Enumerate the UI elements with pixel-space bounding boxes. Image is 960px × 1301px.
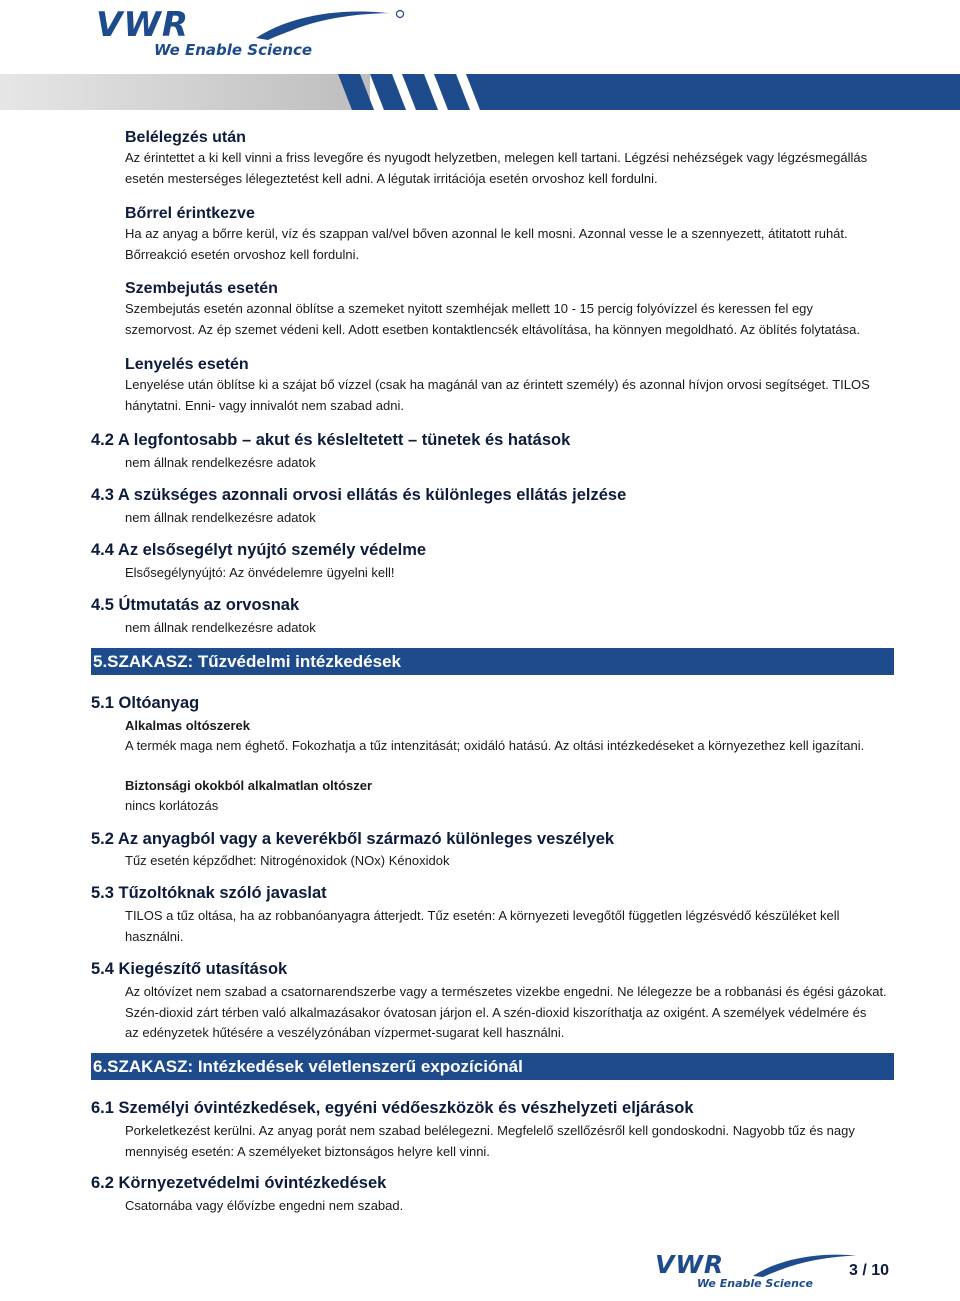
page-header [0,0,960,112]
section-4-4-text: Elsősegélynyújtó: Az önvédelemre ügyelni kell! [125,565,395,580]
ingestion-block [125,355,915,416]
section-5-4-line: Szén-dioxid zárt térben való alkalmazásakor óvatosan járjon el. A szén-dioxid kiszoríthatja az oxigént. A személyek védelmére és [125,1004,867,1020]
section-4-3-title: 4.3 A szükséges azonnali orvosi ellátás és különleges ellátás jelzése [91,486,627,504]
unsuitable-extinguisher-text: nincs korlátozás [125,798,219,813]
section-5-3-block [125,906,915,947]
section-4-2-text: nem állnak rendelkezésre adatok [125,455,316,470]
ingestion-line: Lenyelése után öblítse ki a szájat bő vízzel (csak ha magánál van az érintett személy) és azonnal hívjon orvosi segítséget. TILOS [125,377,870,392]
section-6-1-title: 6.1 Személyi óvintézkedések, egyéni védőeszközök és vészhelyzeti eljárások [91,1099,694,1117]
section-5-2-title: 5.2 Az anyagból vagy a keverékből származó különleges veszélyek [91,830,615,848]
section-4-3-text: nem állnak rendelkezésre adatok [125,510,316,525]
section-6-2-title: 6.2 Környezetvédelmi óvintézkedések [91,1174,387,1192]
section-5-2-text: Tűz esetén képződhet: Nitrogénoxidok (NOx) Kénoxidok [125,853,450,868]
section-5-bar: 5.SZAKASZ: Tűzvédelmi intézkedések [91,648,894,675]
section-4-4-title: 4.4 Az elsősegélyt nyújtó személy védelme [91,541,427,559]
section-6-1-block [125,1121,915,1162]
eye-line: szemorvost. Az ép szemet védeni kell. Adott esetben kontaktlencsék eltávolítása, ha könnyen megoldható. Az öblítés folytatása. [125,321,860,337]
suitable-extinguisher-text: A termék maga nem éghető. Fokozhatja a tűz intenzitását; oxidáló hatású. Az oltási intézkedéseket a környezethez kell igazítani. [125,738,865,753]
header-band [0,74,960,110]
header-band-blue [480,74,960,110]
unsuitable-extinguisher-label: Biztonsági okokból alkalmatlan oltószer [125,778,373,793]
section-6-bar: 6.SZAKASZ: Intézkedések véletlenszerű expozíciónál [91,1053,894,1080]
eye-title: Szembejutás esetén [125,280,278,297]
section-5-1-block [125,716,915,757]
logo-tagline: We Enable Science [154,41,313,59]
section-5-3-line: TILOS a tűz oltása, ha az robbanóanyagra átterjedt. Tűz esetén: A környezeti levegőtől független légzésvédő készüléket kell [125,908,840,923]
inhalation-title: Belélegzés után [125,129,246,146]
ingestion-title: Lenyelés esetén [125,356,249,373]
vwr-logo [96,5,313,59]
section-4-5-title: 4.5 Útmutatás az orvosnak [91,596,300,614]
skin-line: Bőrreakció esetén orvoshoz kell fordulni. [125,246,360,262]
footer-logo-wordmark: VWR [655,1250,725,1279]
skin-line: Ha az anyag a bőrre kerül, víz és szappan val/vel bőven azonnal le kell mosni. Azonnal vesse le a szennyezett, átitatott ruhát. [125,226,848,241]
inhalation-block [125,128,915,189]
inhalation-line: Az érintettet a ki kell vinni a friss levegőre és nyugodt helyzetben, melegen kell tartani. Légzési nehézségek vagy légzésmegállás [125,150,868,165]
section-5-4-line: Az oltóvízet nem szabad a csatornarendszerbe vagy a természetes vizekbe engedni. Ne lélegezze be a robbanási és égési gázokat. [125,984,887,999]
skin-block [125,204,915,265]
section-6-1-line: Porkeletkezést kerülni. Az anyag porát nem szabad belélegezni. Megfelelő szellőzésről kell gondoskodni. Nagyobb tűz és nagy [125,1123,855,1138]
logo-swoosh-icon [246,8,406,42]
section-6-1-line: mennyiség esetén: A személyeket biztonságos helyre kell vinni. [125,1143,490,1159]
page-number: 3 / 10 [849,1262,890,1279]
section-5-3-line: használni. [125,928,184,944]
footer-logo-tagline: We Enable Science [697,1277,813,1290]
ingestion-line: hánytatni. Enni- vagy innivalót nem szabad adni. [125,397,404,413]
section-5-4-title: 5.4 Kiegészítő utasítások [91,960,288,978]
eye-block [125,279,915,340]
section-5-1-title: 5.1 Oltóanyag [91,694,200,712]
section-6-2-text: Csatornába vagy élővízbe engedni nem szabad. [125,1198,404,1213]
footer-vwr-logo [655,1252,813,1290]
section-5-4-block [125,982,915,1044]
section-5-4-line: az edényzetek hűtésére a veszélyzónában vízpermet-sugarat kell használni. [125,1025,565,1040]
inhalation-line: esetén mesterséges lélegeztetést kell adni. A légutak irritációja esetén orvoshoz kell fordulni. [125,170,658,186]
section-5-3-title: 5.3 Tűzoltóknak szóló javaslat [91,884,327,902]
section-4-2-title: 4.2 A legfontosabb – akut és késleltetett – tünetek és hatások [91,431,571,449]
section-5-1-unsuitable-block [125,776,915,817]
logo-wordmark: VWR [96,5,189,45]
suitable-extinguisher-label: Alkalmas oltószerek [125,718,251,733]
section-4-5-text: nem állnak rendelkezésre adatok [125,620,316,635]
skin-title: Bőrrel érintkezve [125,205,255,222]
chevron-pattern-icon [330,74,490,110]
header-band-grey [0,74,370,110]
eye-line: Szembejutás esetén azonnal öblítse a szemeket nyitott szemhéjak mellett 10 - 15 percig folyóvízzel és keressen fel egy [125,301,813,316]
